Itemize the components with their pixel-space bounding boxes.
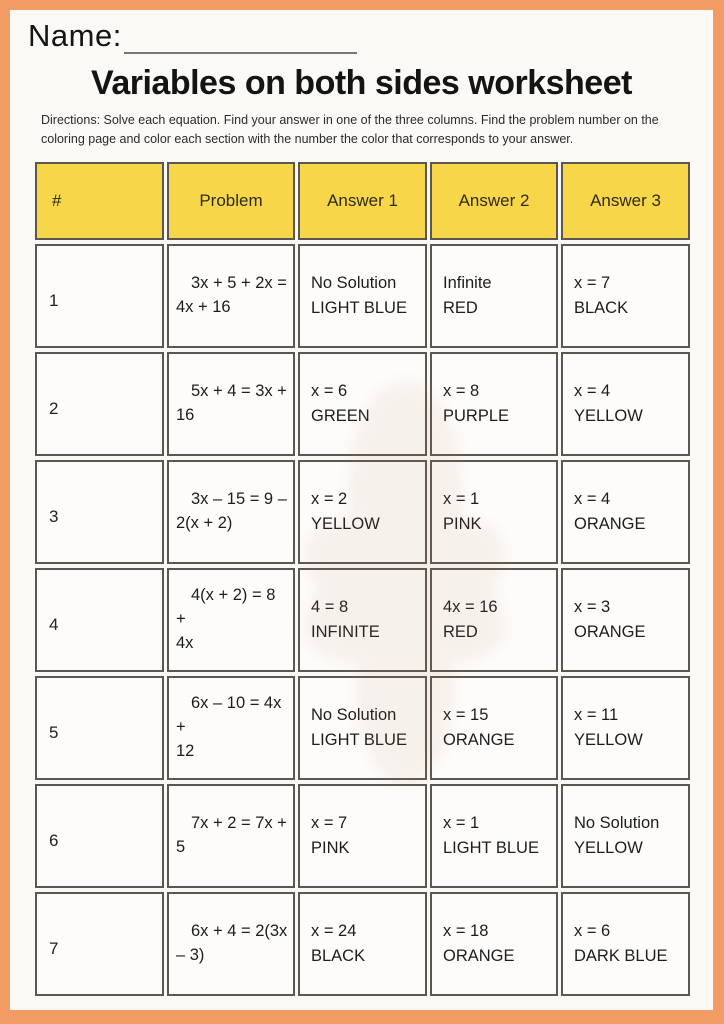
answer-value: x = 4 xyxy=(574,382,611,401)
answer2-cell xyxy=(430,676,558,780)
answer2-cell xyxy=(430,784,558,888)
name-row xyxy=(28,18,713,54)
answer-value: 4 = 8 xyxy=(311,598,349,617)
column-header-answer2: Answer 2 xyxy=(430,162,558,240)
answer-color: LIGHT BLUE xyxy=(311,730,407,749)
answer-color: DARK BLUE xyxy=(574,946,668,965)
answer-color: BLACK xyxy=(311,946,366,965)
answer-color: BLACK xyxy=(574,298,629,317)
name-blank-line[interactable] xyxy=(124,20,357,54)
answer-value: x = 2 xyxy=(311,490,348,509)
answer-value: x = 11 xyxy=(574,706,619,725)
worksheet-title: Variables on both sides worksheet xyxy=(91,64,632,102)
answer-value: x = 7 xyxy=(311,814,348,833)
answer1-cell xyxy=(298,892,427,996)
problem-cell xyxy=(167,568,295,672)
column-header-problem: Problem xyxy=(167,162,295,240)
problem-number-cell: 6 xyxy=(35,784,164,888)
answer-value: x = 1 xyxy=(443,490,480,509)
problem-number-cell: 1 xyxy=(35,244,164,348)
problem-cell xyxy=(167,676,295,780)
answer-color: PINK xyxy=(443,514,482,533)
answer-value: No Solution xyxy=(574,814,660,833)
answer2-cell xyxy=(430,244,558,348)
name-label: Name: xyxy=(28,18,122,53)
answer3-cell xyxy=(561,676,690,780)
answer-color: INFINITE xyxy=(311,622,380,641)
answer-value: x = 15 xyxy=(443,706,489,725)
answer-color: YELLOW xyxy=(574,730,643,749)
answer-value: x = 24 xyxy=(311,922,357,941)
answer-value: x = 8 xyxy=(443,382,480,401)
column-header-number: # xyxy=(35,162,164,240)
answer1-cell xyxy=(298,460,427,564)
answer-value: x = 6 xyxy=(574,922,611,941)
problem-cell xyxy=(167,460,295,564)
answer2-cell xyxy=(430,460,558,564)
answer-value: No Solution xyxy=(311,706,397,725)
answer-value: x = 4 xyxy=(574,490,611,509)
answer-value: 4x = 16 xyxy=(443,598,498,617)
problem-number-cell: 5 xyxy=(35,676,164,780)
answer-color: ORANGE xyxy=(574,514,646,533)
answer3-cell xyxy=(561,892,690,996)
problem-number-cell: 3 xyxy=(35,460,164,564)
answer1-cell xyxy=(298,352,427,456)
worksheet-table xyxy=(35,162,713,996)
problem-cell xyxy=(167,244,295,348)
problem-number-cell: 7 xyxy=(35,892,164,996)
problem-number-cell: 2 xyxy=(35,352,164,456)
answer2-cell xyxy=(430,352,558,456)
answer-value: x = 7 xyxy=(574,274,611,293)
answer3-cell xyxy=(561,568,690,672)
problem-equation: 5x + 4 = 3x + 16 xyxy=(176,381,287,424)
answer-color: YELLOW xyxy=(311,514,380,533)
answer3-cell xyxy=(561,784,690,888)
answer1-cell xyxy=(298,244,427,348)
column-header-answer1: Answer 1 xyxy=(298,162,427,240)
answer1-cell xyxy=(298,568,427,672)
answer-value: Infinite xyxy=(443,274,492,293)
problem-equation: 7x + 2 = 7x + 5 xyxy=(176,813,287,856)
answer-color: YELLOW xyxy=(574,406,643,425)
answer3-cell xyxy=(561,244,690,348)
answer-value: No Solution xyxy=(311,274,397,293)
answer-color: GREEN xyxy=(311,406,370,425)
answer-color: LIGHT BLUE xyxy=(311,298,407,317)
answer-value: x = 1 xyxy=(443,814,480,833)
answer3-cell xyxy=(561,460,690,564)
answer-color: RED xyxy=(443,622,478,641)
problem-number-cell: 4 xyxy=(35,568,164,672)
answer-color: LIGHT BLUE xyxy=(443,838,539,857)
column-header-answer3: Answer 3 xyxy=(561,162,690,240)
answer-color: YELLOW xyxy=(574,838,643,857)
answer-color: RED xyxy=(443,298,478,317)
problem-equation: 3x – 15 = 9 – 2(x + 2) xyxy=(176,489,287,532)
answer3-cell xyxy=(561,352,690,456)
answer2-cell xyxy=(430,568,558,672)
problem-cell xyxy=(167,784,295,888)
answer-color: PURPLE xyxy=(443,406,510,425)
answer1-cell xyxy=(298,676,427,780)
answer-value: x = 18 xyxy=(443,922,489,941)
directions-text: Directions: Solve each equation. Find your answer in one of the three columns. Find the problem number on the coloring page and color each section with the number the color that corresponds to your answer. xyxy=(41,113,659,147)
answer-color: ORANGE xyxy=(443,730,515,749)
problem-equation: 6x – 10 = 4x + 12 xyxy=(176,693,282,760)
problem-equation: 6x + 4 = 2(3x – 3) xyxy=(176,921,288,964)
problem-cell xyxy=(167,352,295,456)
answer-value: x = 6 xyxy=(311,382,348,401)
answer-color: ORANGE xyxy=(443,946,515,965)
problem-equation: 4(x + 2) = 8 + 4x xyxy=(176,585,276,652)
answer-color: PINK xyxy=(311,838,350,857)
answer1-cell xyxy=(298,784,427,888)
answer2-cell xyxy=(430,892,558,996)
problem-equation: 3x + 5 + 2x = 4x + 16 xyxy=(176,273,287,316)
answer-value: x = 3 xyxy=(574,598,611,617)
answer-color: ORANGE xyxy=(574,622,646,641)
problem-cell xyxy=(167,892,295,996)
